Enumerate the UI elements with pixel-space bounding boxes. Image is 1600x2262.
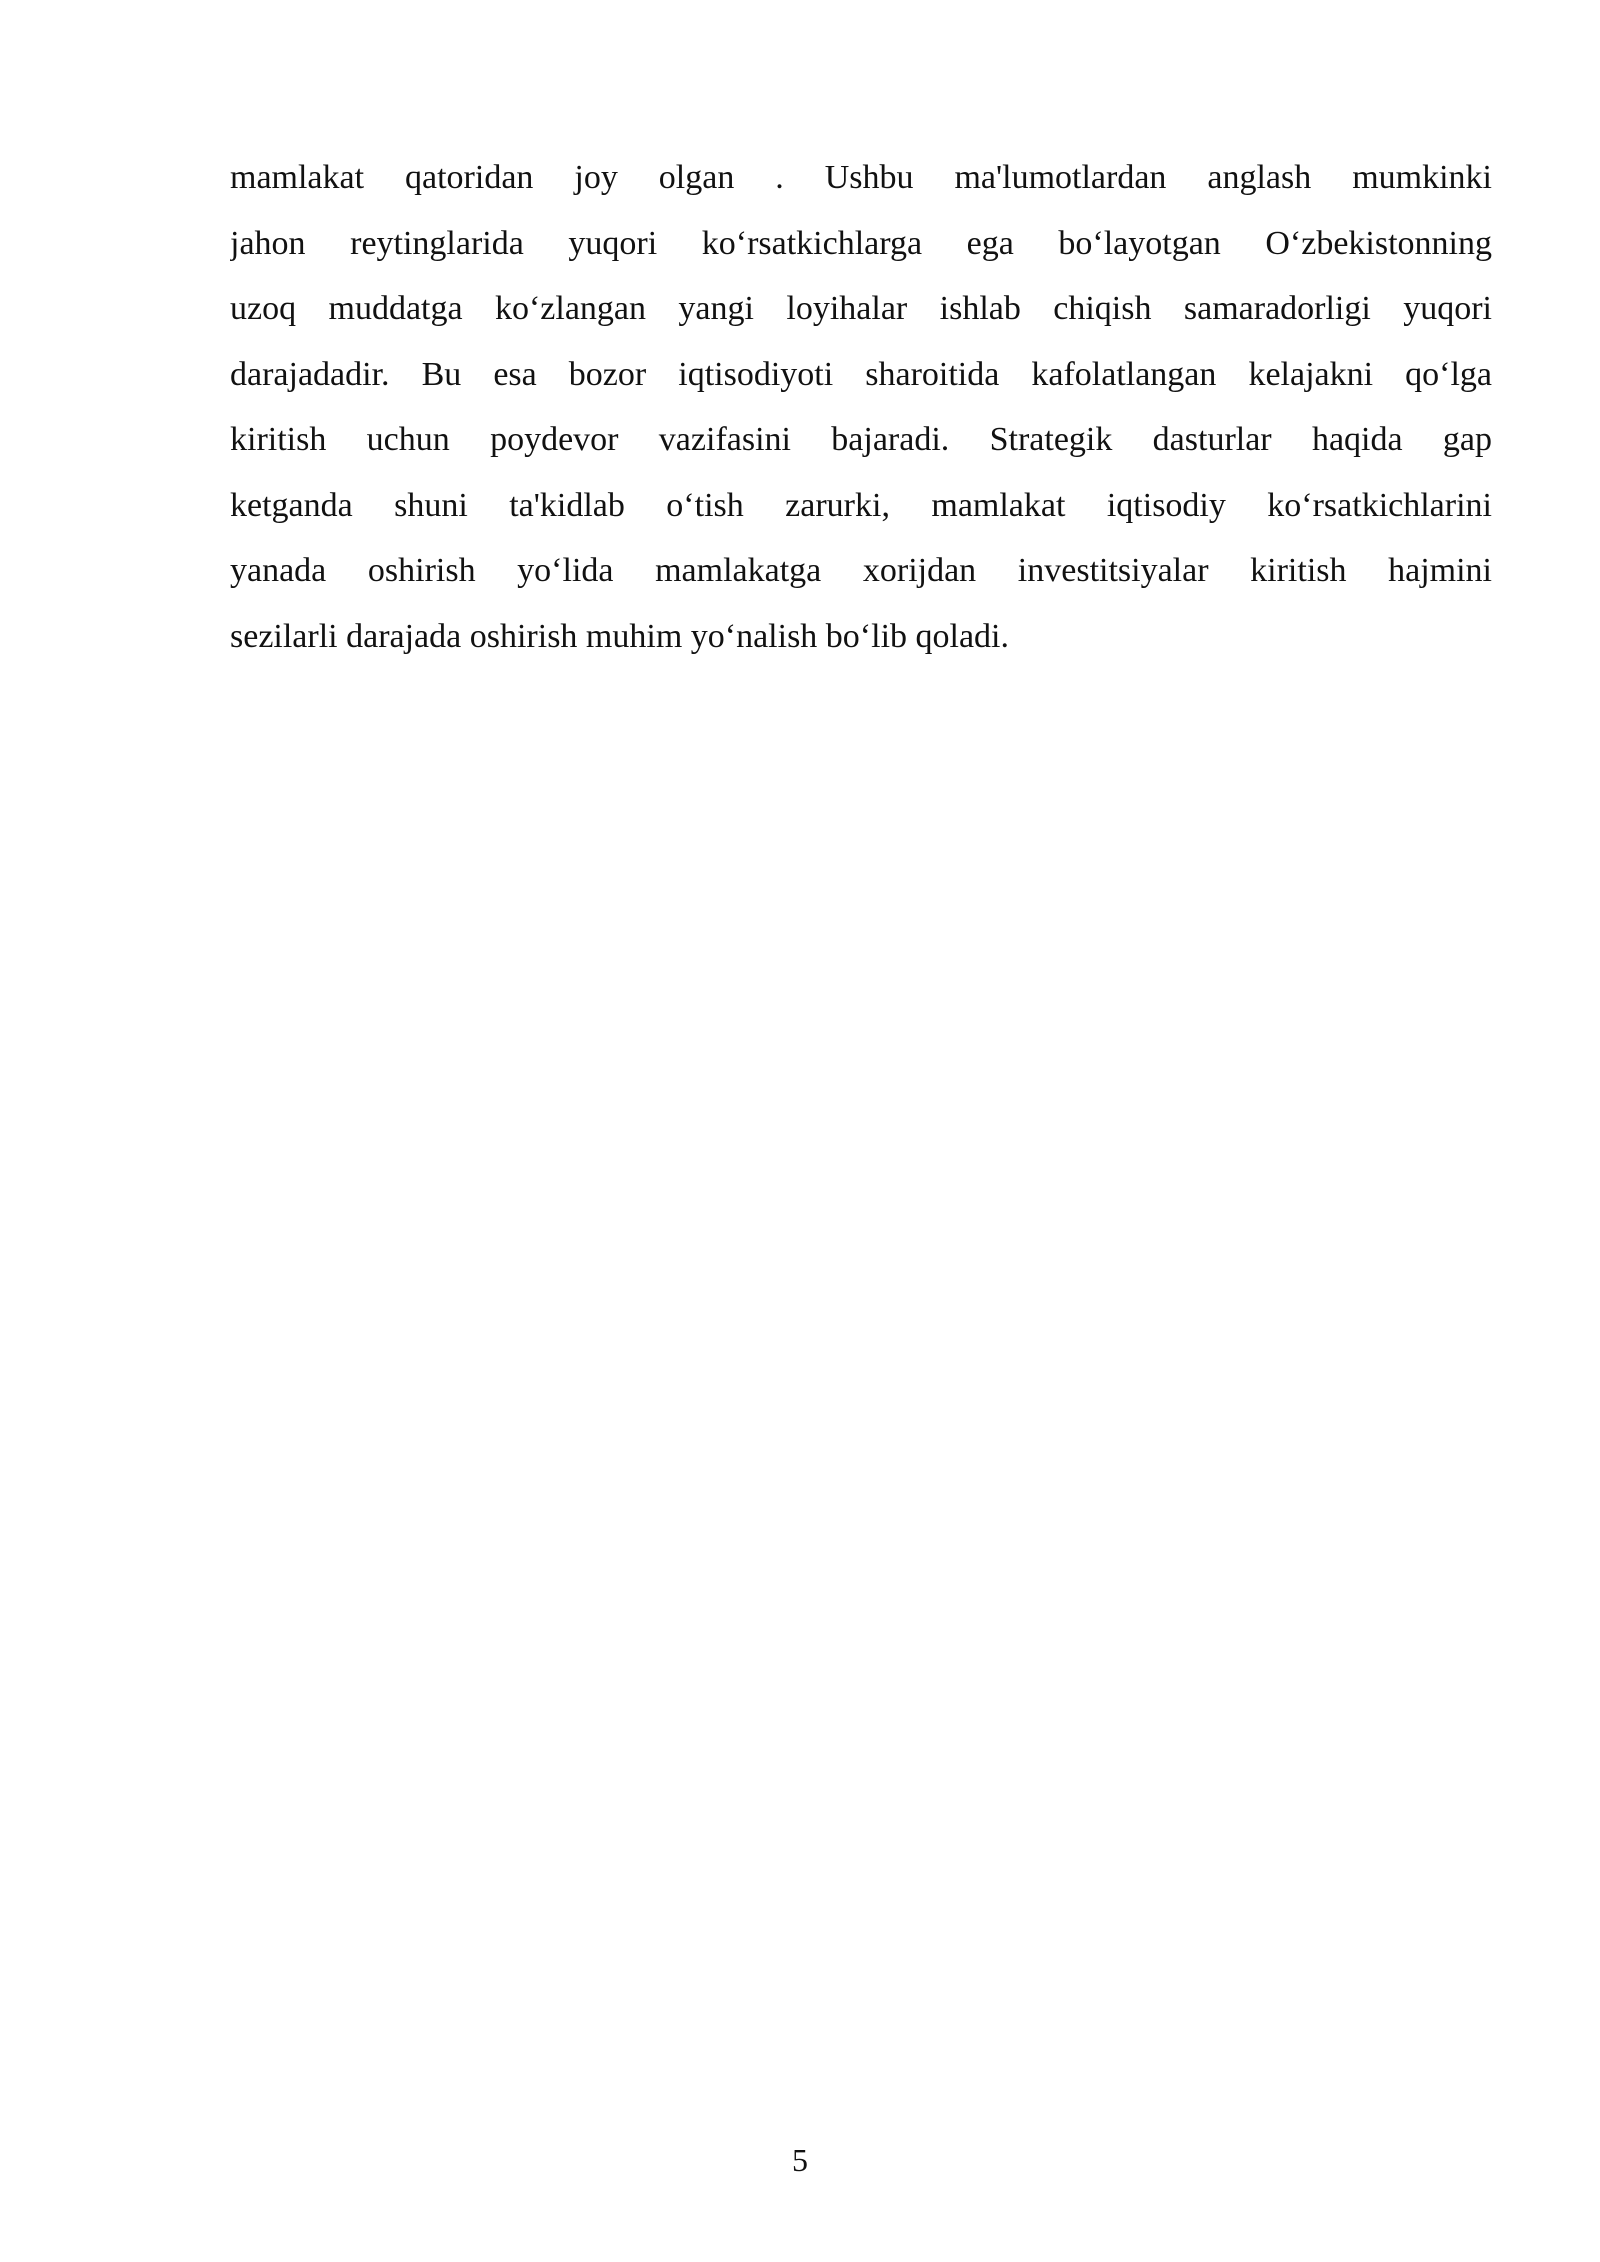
paragraph-line-3: uzoq muddatga koʻzlangan yangi loyihalar ishlab chiqish samaradorligi yuqori — [230, 290, 1492, 327]
paragraph-line-8: sezilarli darajada oshirish muhim yoʻnalish boʻlib qoladi. — [230, 617, 1009, 655]
paragraph-line-6: ketganda shuni ta'kidlab oʻtish zarurki, mamlakat iqtisodiy koʻrsatkichlarini — [230, 486, 1492, 524]
paragraph-line-4: darajadadir. Bu esa bozor iqtisodiyoti sharoitida kafolatlangan kelajakni qoʻlga — [230, 355, 1492, 393]
paragraph-line-1: mamlakat qatoridan joy olgan . Ushbu ma'lumotlardan anglash mumkinki — [230, 159, 1492, 196]
body-paragraph — [230, 145, 1492, 669]
page-number: 5 — [792, 2142, 808, 2178]
paragraph-line-5: kiritish uchun poydevor vazifasini bajaradi. Strategik dasturlar haqida gap — [230, 421, 1492, 458]
paragraph-line-7: yanada oshirish yoʻlida mamlakatga xorijdan investitsiyalar kiritish hajmini — [230, 552, 1492, 589]
paragraph-line-2: jahon reytinglarida yuqori koʻrsatkichlarga ega boʻlayotgan Oʻzbekistonning — [230, 224, 1492, 262]
